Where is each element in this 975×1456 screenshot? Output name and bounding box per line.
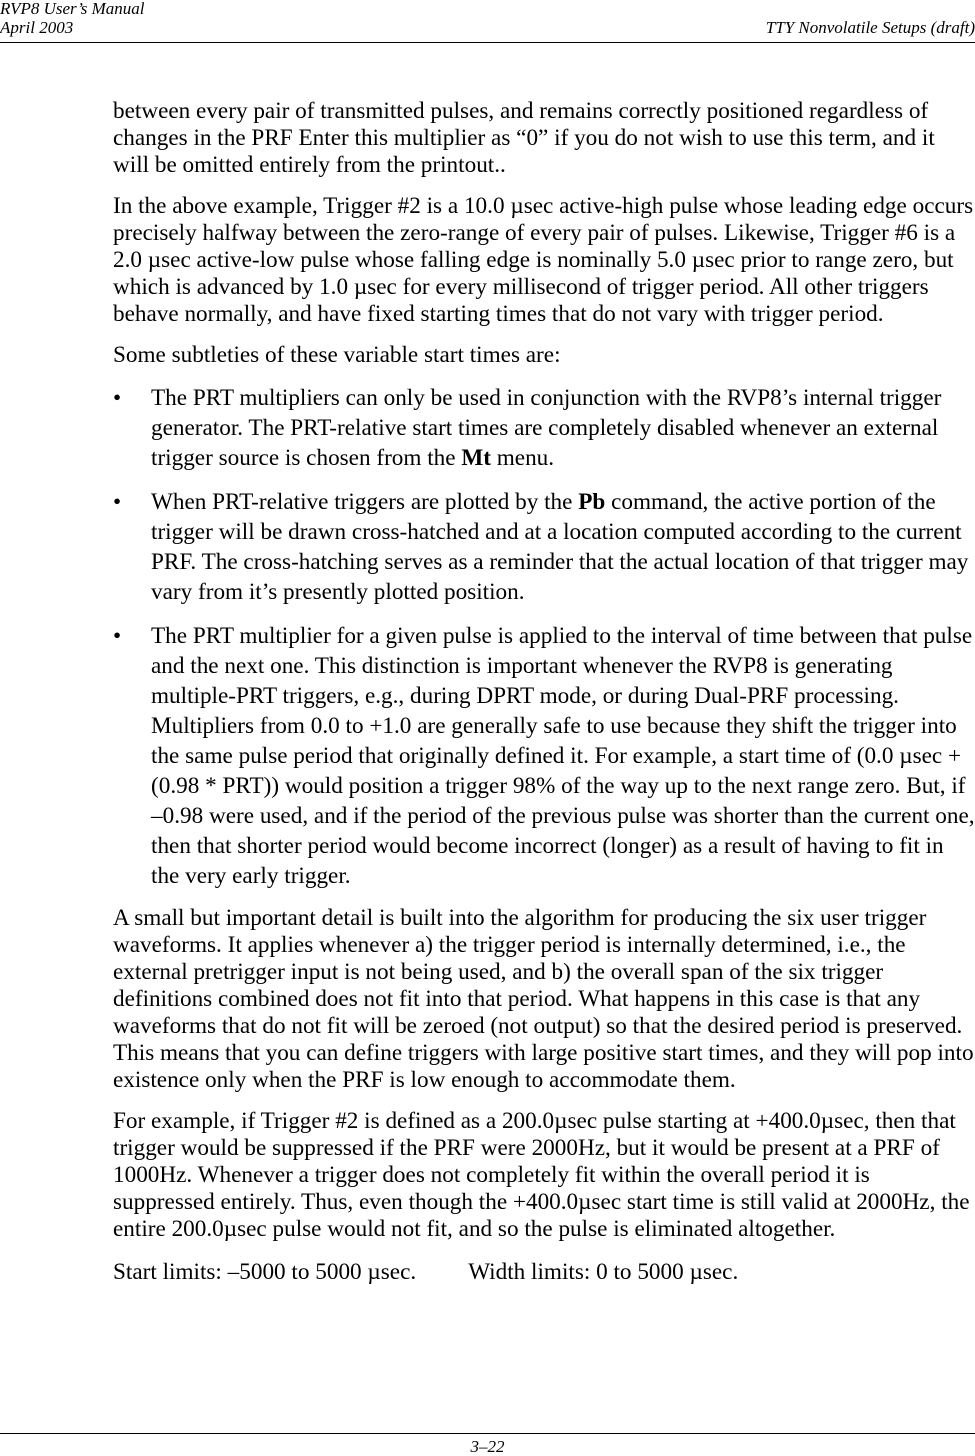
bullet-text-end: menu. [490,445,555,471]
bullet-item-plotting [113,487,975,607]
bullet-text: The PRT multipliers can only be used in conjunction with the RVP8’s internal trigger generator. The PRT-relative start times are completely disabled whenever an external trigger source is chosen from the [151,385,942,471]
manual-title: RVP8 User’s Manual [0,0,145,18]
header-rule [0,42,975,43]
command-name-pb: Pb [578,489,606,515]
section-title: TTY Nonvolatile Setups (draft) [765,18,975,37]
limits-line [113,1259,975,1286]
bullet-item-internal-trigger [113,383,975,473]
manual-date: April 2003 [0,18,74,37]
bullet-text: When PRT-relative triggers are plotted by the [151,489,579,515]
paragraph-example: In the above example, Trigger #2 is a 10.0 µsec active-high pulse whose leading edge occurs precisely halfway between the zero-range of every pair of pulses. Likewise, Trigger #6 is a 2.0 µsec active-low pulse whose falling edge is nominally 5.0 µsec prior to range zero, but which is advanced by 1.0 µsec for every millisecond of trigger period. All other triggers behave normally, and have fixed starting times that do not vary with trigger period. [113,193,974,327]
paragraph-subtleties-intro: Some subtleties of these variable start times are: [113,342,561,368]
start-limits: Start limits: –5000 to 5000 µsec. [113,1259,417,1285]
bullet-icon: • [113,385,122,411]
bullet-icon: • [113,623,122,649]
page-body [113,98,975,1300]
page-number: 3–22 [470,1437,505,1456]
bullet-text: The PRT multiplier for a given pulse is applied to the interval of time between that pulse and the next one. This distinction is important whenever the RVP8 is generating multiple-PRT triggers, e.g., during DPRT mode, or during Dual-PRF processing. Multipliers from 0.0 to +1.0 are generally safe to use because they shift the trigger into the same pulse period that originally defined it. For example, a start time of (0.0 µsec + (0.98 * PRT)) would position a trigger 98% of the way up to the next range zero. But, if –0.98 were used, and if the period of the previous pulse was shorter than the current one, then that shorter period would become incorrect (longer) as a result of having to fit in the very early trigger. [151,623,975,889]
paragraph-suppression-example: For example, if Trigger #2 is defined as a 200.0µsec pulse starting at +400.0µsec, then that trigger would be suppressed if the PRF were 2000Hz, but it would be present at a PRF of 1000Hz. Whenever a trigger does not completely fit within the overall period it is suppressed entirely. Thus, even though the +400.0µsec start time is still valid at 2000Hz, the entire 200.0µsec pulse would not fit, and so the pulse is eliminated altogether. [113,1108,970,1242]
width-limits: Width limits: 0 to 5000 µsec. [468,1259,739,1285]
bullet-text-end: command, the active portion of the trigger will be drawn cross-hatched and at a location computed according to the current PRF. The cross-hatching serves as a reminder that the actual location of that trigger may vary from it’s presently plotted position. [151,489,969,605]
menu-name-mt: Mt [461,445,491,471]
paragraph-waveform-detail: A small but important detail is built into the algorithm for producing the six user trigger waveforms. It applies whenever a) the trigger period is internally determined, i.e., the external pretrigger input is not being used, and b) the overall span of the six trigger definitions combined does not fit into that period. What happens in this case is that any waveforms that do not fit will be zeroed (not output) so that the desired period is preserved. This means that you can define triggers with large positive start times, and they will pop into existence only when the PRF is low enough to accommodate them. [113,905,974,1093]
bullet-item-prt-interval [113,621,975,891]
paragraph-multiplier-continued: between every pair of transmitted pulses, and remains correctly positioned regardless of changes in the PRF Enter this multiplier as “0” if you do not wish to use this term, and it will be omitted entirely from the printout.. [113,98,935,178]
footer-rule [0,1433,975,1434]
bullet-icon: • [113,489,122,515]
